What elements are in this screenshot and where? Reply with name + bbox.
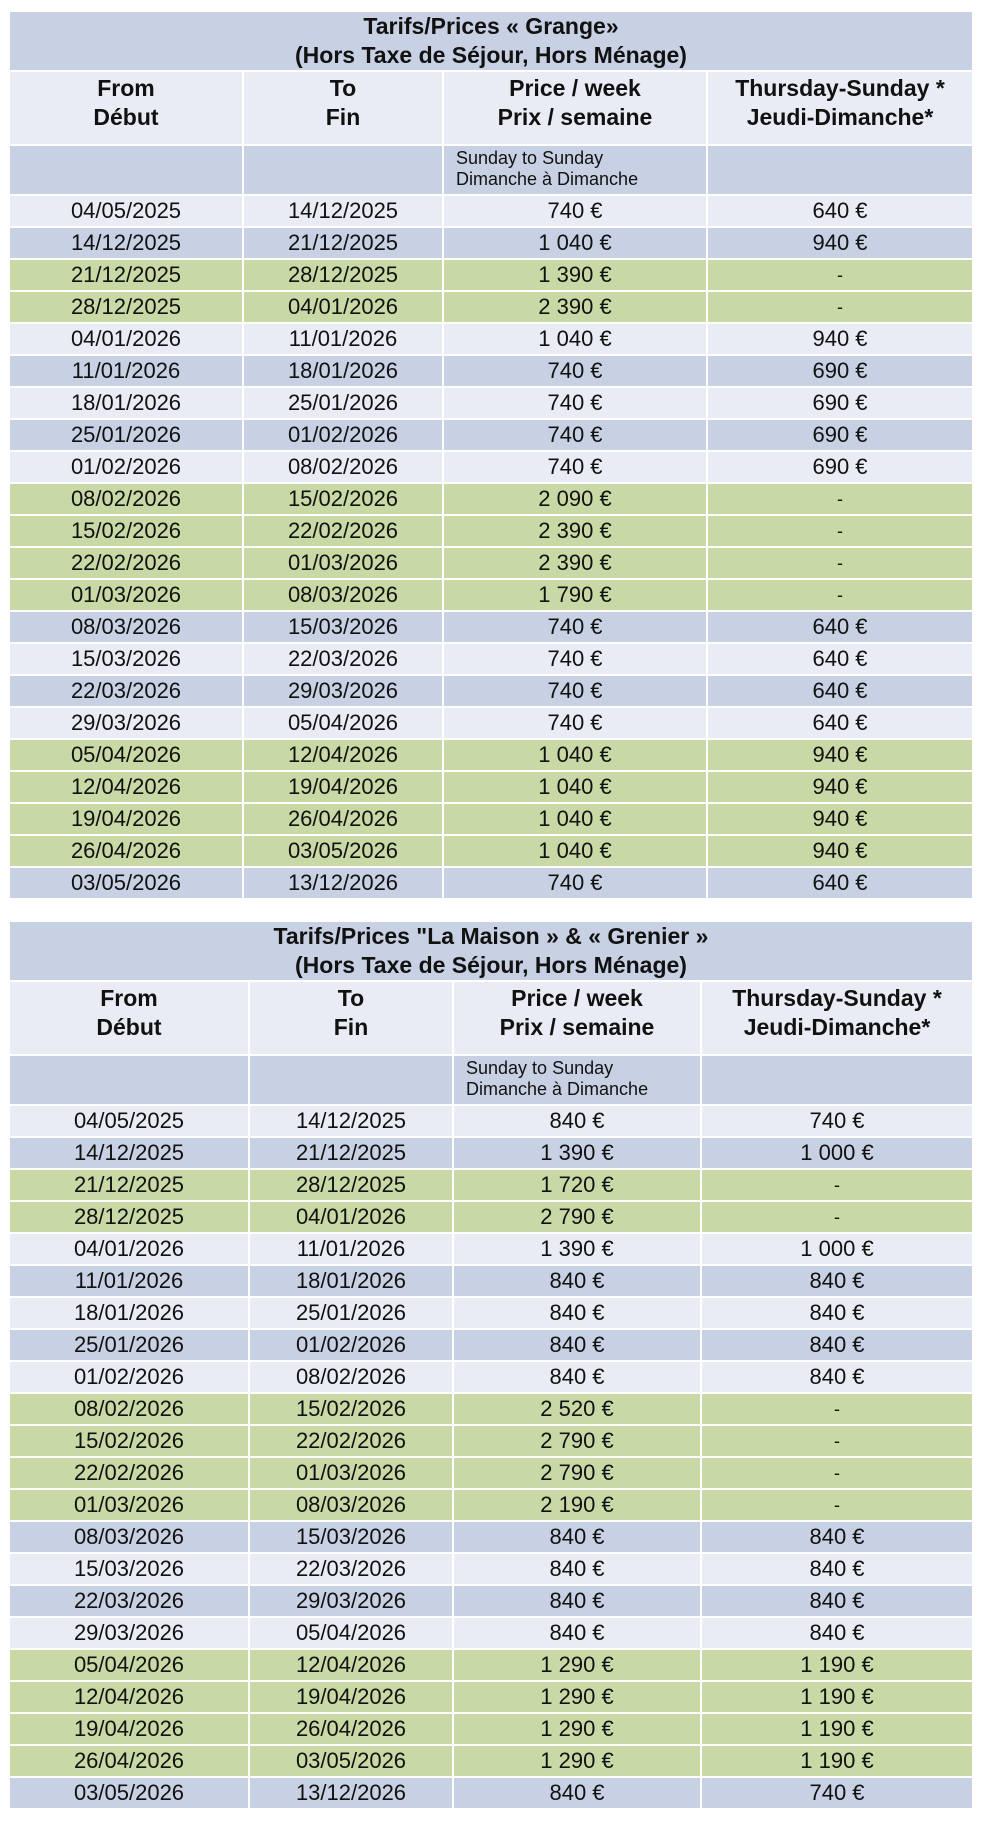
cell-to-date: 14/12/2025 [250, 1106, 454, 1136]
cell-to-date: 08/02/2026 [250, 1362, 454, 1392]
table-row [10, 1202, 972, 1234]
table-row [10, 292, 972, 324]
table-row [10, 1170, 972, 1202]
table-row [10, 1490, 972, 1522]
cell-price-thursday-sunday: 840 € [809, 1620, 865, 1645]
cell-price-thursday-sunday: 1 190 € [800, 1652, 874, 1677]
cell-from-date: 15/02/2026 [10, 1426, 250, 1456]
table-row [10, 1394, 972, 1426]
header-label-en: To [329, 75, 357, 101]
cell-from-date: 26/04/2026 [10, 836, 244, 866]
cell-price-thursday-sunday: 690 € [812, 422, 868, 447]
cell-price-thursday-sunday: - [834, 1399, 840, 1419]
cell-price-week: 840 € [454, 1266, 702, 1296]
cell-price-week: 1 290 € [454, 1746, 702, 1776]
header-label-fr: Jeudi-Dimanche* [743, 1014, 931, 1040]
cell-price-week: 2 520 € [454, 1394, 702, 1424]
cell-to-date: 18/01/2026 [250, 1266, 454, 1296]
cell-price-thursday-sunday: - [834, 1431, 840, 1451]
cell-price-thursday-sunday: - [834, 1207, 840, 1227]
cell-to-date: 26/04/2026 [244, 804, 444, 834]
col-header-to [250, 982, 454, 1054]
table-body [10, 196, 972, 900]
cell-from-date: 05/04/2026 [10, 740, 244, 770]
table-row [10, 388, 972, 420]
cell-price-week: 740 € [444, 708, 708, 738]
cell-from-date: 15/02/2026 [10, 516, 244, 546]
cell-price-week: 840 € [454, 1554, 702, 1584]
cell-price-thursday-sunday: 840 € [809, 1364, 865, 1389]
cell-price-thursday-sunday: 840 € [809, 1588, 865, 1613]
cell-to-date: 08/02/2026 [244, 452, 444, 482]
header-label-en: To [337, 985, 365, 1011]
cell-from-date: 08/02/2026 [10, 484, 244, 514]
cell-price-thursday-sunday: 840 € [809, 1556, 865, 1581]
cell-price-thursday-sunday: 740 € [809, 1108, 865, 1133]
cell-from-date: 19/04/2026 [10, 804, 244, 834]
cell-to-date: 01/02/2026 [250, 1330, 454, 1360]
table-row [10, 1458, 972, 1490]
cell-price-week: 740 € [444, 452, 708, 482]
header-label-fr: Prix / semaine [497, 104, 653, 130]
cell-from-date: 01/03/2026 [10, 1490, 250, 1520]
cell-price-week: 840 € [454, 1522, 702, 1552]
cell-from-date: 21/12/2025 [10, 260, 244, 290]
cell-from-date: 19/04/2026 [10, 1714, 250, 1744]
cell-price-week: 740 € [444, 644, 708, 674]
cell-to-date: 11/01/2026 [250, 1234, 454, 1264]
subheader-note-en: Sunday to Sunday [456, 148, 604, 168]
cell-price-thursday-sunday: 640 € [812, 678, 868, 703]
cell-from-date: 22/03/2026 [10, 676, 244, 706]
cell-price-thursday-sunday: 940 € [812, 230, 868, 255]
header-label-en: Price / week [509, 75, 641, 101]
cell-to-date: 04/01/2026 [250, 1202, 454, 1232]
cell-price-week: 2 790 € [454, 1202, 702, 1232]
table-row [10, 1554, 972, 1586]
cell-from-date: 22/03/2026 [10, 1586, 250, 1616]
cell-to-date: 25/01/2026 [244, 388, 444, 418]
cell-price-week: 2 790 € [454, 1426, 702, 1456]
col-header-thursday-sunday [702, 982, 972, 1054]
cell-from-date: 14/12/2025 [10, 228, 244, 258]
cell-to-date: 14/12/2025 [244, 196, 444, 226]
col-header-from [10, 72, 244, 144]
cell-to-date: 29/03/2026 [244, 676, 444, 706]
cell-price-week: 840 € [454, 1330, 702, 1360]
cell-price-week: 1 040 € [444, 740, 708, 770]
cell-from-date: 29/03/2026 [10, 1618, 250, 1648]
cell-price-week: 740 € [444, 612, 708, 642]
cell-from-date: 26/04/2026 [10, 1746, 250, 1776]
cell-to-date: 05/04/2026 [244, 708, 444, 738]
table-row [10, 452, 972, 484]
cell-price-week: 840 € [454, 1618, 702, 1648]
cell-price-week: 1 290 € [454, 1714, 702, 1744]
cell-to-date: 21/12/2025 [250, 1138, 454, 1168]
cell-from-date: 28/12/2025 [10, 292, 244, 322]
cell-price-week: 1 040 € [444, 772, 708, 802]
cell-price-week: 840 € [454, 1778, 702, 1808]
subheader-empty [10, 1056, 250, 1104]
cell-price-week: 1 290 € [454, 1650, 702, 1680]
cell-to-date: 12/04/2026 [244, 740, 444, 770]
cell-price-week: 1 390 € [454, 1234, 702, 1264]
cell-from-date: 25/01/2026 [10, 420, 244, 450]
col-header-to [244, 72, 444, 144]
cell-price-thursday-sunday: 690 € [812, 390, 868, 415]
table-row [10, 1778, 972, 1810]
cell-price-thursday-sunday: 840 € [809, 1332, 865, 1357]
subheader-note-en: Sunday to Sunday [466, 1058, 614, 1078]
cell-price-week: 740 € [444, 420, 708, 450]
table-row [10, 1682, 972, 1714]
header-label-fr: Début [93, 104, 159, 130]
table-row [10, 676, 972, 708]
cell-from-date: 04/05/2025 [10, 1106, 250, 1136]
header-label-fr: Fin [333, 1014, 369, 1040]
table-row [10, 644, 972, 676]
cell-from-date: 12/04/2026 [10, 772, 244, 802]
cell-to-date: 13/12/2026 [250, 1778, 454, 1808]
cell-from-date: 08/03/2026 [10, 1522, 250, 1552]
cell-to-date: 22/03/2026 [250, 1554, 454, 1584]
cell-to-date: 19/04/2026 [244, 772, 444, 802]
cell-price-thursday-sunday: 1 190 € [800, 1684, 874, 1709]
header-label-en: Price / week [511, 985, 643, 1011]
subheader-row [10, 1056, 972, 1106]
cell-price-week: 2 390 € [444, 292, 708, 322]
header-row [10, 982, 972, 1056]
table-title-line1: Tarifs/Prices "La Maison » & « Grenier » [273, 923, 709, 949]
header-label-fr: Début [96, 1014, 162, 1040]
cell-to-date: 01/03/2026 [250, 1458, 454, 1488]
cell-price-week: 2 790 € [454, 1458, 702, 1488]
table-row [10, 580, 972, 612]
cell-from-date: 01/02/2026 [10, 1362, 250, 1392]
cell-price-week: 840 € [454, 1362, 702, 1392]
cell-to-date: 29/03/2026 [250, 1586, 454, 1616]
table-row [10, 1426, 972, 1458]
cell-price-thursday-sunday: 940 € [812, 326, 868, 351]
header-label-en: From [97, 75, 155, 101]
cell-price-thursday-sunday: - [834, 1175, 840, 1195]
cell-price-thursday-sunday: 690 € [812, 358, 868, 383]
subheader-empty [702, 1056, 972, 1104]
col-header-from [10, 982, 250, 1054]
table-row [10, 548, 972, 580]
header-label-fr: Prix / semaine [499, 1014, 655, 1040]
cell-from-date: 03/05/2026 [10, 868, 244, 898]
cell-price-week: 1 040 € [444, 228, 708, 258]
cell-from-date: 18/01/2026 [10, 388, 244, 418]
table-row [10, 1106, 972, 1138]
cell-from-date: 04/01/2026 [10, 1234, 250, 1264]
cell-to-date: 04/01/2026 [244, 292, 444, 322]
table-row [10, 772, 972, 804]
cell-price-thursday-sunday: 640 € [812, 614, 868, 639]
cell-to-date: 18/01/2026 [244, 356, 444, 386]
col-header-price-week [444, 72, 708, 144]
cell-price-thursday-sunday: 940 € [812, 838, 868, 863]
subheader-empty [10, 146, 244, 194]
cell-price-week: 840 € [454, 1586, 702, 1616]
cell-price-thursday-sunday: - [837, 265, 843, 285]
cell-price-week: 1 390 € [454, 1138, 702, 1168]
cell-price-thursday-sunday: 1 190 € [800, 1748, 874, 1773]
header-label-en: Thursday-Sunday * [732, 985, 942, 1011]
subheader-empty [244, 146, 444, 194]
cell-price-week: 2 390 € [444, 516, 708, 546]
cell-from-date: 21/12/2025 [10, 1170, 250, 1200]
cell-from-date: 03/05/2026 [10, 1778, 250, 1808]
cell-from-date: 05/04/2026 [10, 1650, 250, 1680]
header-row [10, 72, 972, 146]
cell-price-thursday-sunday: - [837, 297, 843, 317]
cell-price-thursday-sunday: - [834, 1463, 840, 1483]
cell-from-date: 14/12/2025 [10, 1138, 250, 1168]
cell-price-week: 1 790 € [444, 580, 708, 610]
cell-price-thursday-sunday: - [837, 553, 843, 573]
cell-from-date: 28/12/2025 [10, 1202, 250, 1232]
cell-price-thursday-sunday: - [837, 521, 843, 541]
cell-price-week: 840 € [454, 1106, 702, 1136]
table-row [10, 612, 972, 644]
cell-price-week: 740 € [444, 356, 708, 386]
subheader-row [10, 146, 972, 196]
cell-to-date: 22/03/2026 [244, 644, 444, 674]
table-row [10, 1746, 972, 1778]
cell-price-thursday-sunday: 640 € [812, 198, 868, 223]
subheader-note [444, 146, 708, 194]
table-row [10, 868, 972, 900]
table-row [10, 1298, 972, 1330]
cell-to-date: 25/01/2026 [250, 1298, 454, 1328]
cell-from-date: 11/01/2026 [10, 356, 244, 386]
cell-to-date: 13/12/2026 [244, 868, 444, 898]
cell-from-date: 25/01/2026 [10, 1330, 250, 1360]
cell-price-thursday-sunday: 640 € [812, 710, 868, 735]
cell-from-date: 29/03/2026 [10, 708, 244, 738]
cell-price-thursday-sunday: 1 000 € [800, 1140, 874, 1165]
table-row [10, 1714, 972, 1746]
maison-grenier-price-table [10, 922, 972, 1810]
table-row [10, 484, 972, 516]
cell-price-thursday-sunday: 640 € [812, 870, 868, 895]
table-row [10, 1138, 972, 1170]
cell-price-week: 1 390 € [444, 260, 708, 290]
cell-price-thursday-sunday: 840 € [809, 1524, 865, 1549]
header-label-en: Thursday-Sunday * [735, 75, 945, 101]
cell-price-week: 1 040 € [444, 324, 708, 354]
cell-price-week: 1 720 € [454, 1170, 702, 1200]
table-row [10, 324, 972, 356]
cell-price-week: 2 090 € [444, 484, 708, 514]
cell-price-thursday-sunday: 640 € [812, 646, 868, 671]
cell-price-week: 2 390 € [444, 548, 708, 578]
cell-price-thursday-sunday: - [837, 585, 843, 605]
table-body [10, 1106, 972, 1810]
cell-to-date: 15/03/2026 [244, 612, 444, 642]
cell-price-thursday-sunday: 940 € [812, 742, 868, 767]
table-row [10, 804, 972, 836]
cell-to-date: 01/02/2026 [244, 420, 444, 450]
table-row [10, 516, 972, 548]
table-title-line2: (Hors Taxe de Séjour, Hors Ménage) [295, 42, 687, 68]
cell-to-date: 01/03/2026 [244, 548, 444, 578]
cell-from-date: 01/02/2026 [10, 452, 244, 482]
cell-from-date: 11/01/2026 [10, 1266, 250, 1296]
cell-price-week: 1 040 € [444, 804, 708, 834]
cell-price-week: 840 € [454, 1298, 702, 1328]
cell-from-date: 15/03/2026 [10, 644, 244, 674]
subheader-empty [708, 146, 972, 194]
cell-to-date: 08/03/2026 [244, 580, 444, 610]
cell-to-date: 22/02/2026 [244, 516, 444, 546]
grange-price-table [10, 12, 972, 900]
cell-to-date: 03/05/2026 [244, 836, 444, 866]
table-row [10, 1522, 972, 1554]
table-row [10, 1330, 972, 1362]
table-row [10, 356, 972, 388]
cell-price-thursday-sunday: 940 € [812, 774, 868, 799]
cell-price-thursday-sunday: - [834, 1495, 840, 1515]
cell-from-date: 22/02/2026 [10, 1458, 250, 1488]
cell-to-date: 22/02/2026 [250, 1426, 454, 1456]
cell-to-date: 12/04/2026 [250, 1650, 454, 1680]
cell-price-week: 1 290 € [454, 1682, 702, 1712]
cell-price-thursday-sunday: 1 000 € [800, 1236, 874, 1261]
cell-to-date: 15/03/2026 [250, 1522, 454, 1552]
cell-from-date: 15/03/2026 [10, 1554, 250, 1584]
cell-to-date: 11/01/2026 [244, 324, 444, 354]
cell-price-thursday-sunday: 840 € [809, 1300, 865, 1325]
table-row [10, 1586, 972, 1618]
cell-to-date: 15/02/2026 [244, 484, 444, 514]
cell-from-date: 01/03/2026 [10, 580, 244, 610]
table-row [10, 1266, 972, 1298]
cell-price-thursday-sunday: 740 € [809, 1780, 865, 1805]
cell-to-date: 26/04/2026 [250, 1714, 454, 1744]
table-title-line2: (Hors Taxe de Séjour, Hors Ménage) [295, 952, 687, 978]
subheader-note [454, 1056, 702, 1104]
cell-price-thursday-sunday: 1 190 € [800, 1716, 874, 1741]
cell-price-week: 740 € [444, 196, 708, 226]
table-row [10, 420, 972, 452]
cell-price-thursday-sunday: 940 € [812, 806, 868, 831]
table-row [10, 1362, 972, 1394]
cell-to-date: 19/04/2026 [250, 1682, 454, 1712]
col-header-thursday-sunday [708, 72, 972, 144]
subheader-empty [250, 1056, 454, 1104]
cell-to-date: 28/12/2025 [244, 260, 444, 290]
cell-price-week: 1 040 € [444, 836, 708, 866]
cell-from-date: 04/05/2025 [10, 196, 244, 226]
cell-to-date: 28/12/2025 [250, 1170, 454, 1200]
table-row [10, 1650, 972, 1682]
cell-price-week: 740 € [444, 388, 708, 418]
cell-to-date: 15/02/2026 [250, 1394, 454, 1424]
cell-from-date: 18/01/2026 [10, 1298, 250, 1328]
col-header-price-week [454, 982, 702, 1054]
cell-price-week: 740 € [444, 676, 708, 706]
table-row [10, 1234, 972, 1266]
cell-price-thursday-sunday: 690 € [812, 454, 868, 479]
cell-from-date: 08/03/2026 [10, 612, 244, 642]
cell-to-date: 05/04/2026 [250, 1618, 454, 1648]
header-label-en: From [100, 985, 158, 1011]
table-row [10, 740, 972, 772]
cell-to-date: 03/05/2026 [250, 1746, 454, 1776]
cell-price-week: 2 190 € [454, 1490, 702, 1520]
table-title-line1: Tarifs/Prices « Grange» [363, 13, 619, 39]
table-row [10, 836, 972, 868]
cell-from-date: 12/04/2026 [10, 1682, 250, 1712]
cell-from-date: 22/02/2026 [10, 548, 244, 578]
table-row [10, 196, 972, 228]
table-row [10, 260, 972, 292]
cell-to-date: 08/03/2026 [250, 1490, 454, 1520]
cell-from-date: 08/02/2026 [10, 1394, 250, 1424]
table-row [10, 1618, 972, 1650]
table-title [10, 12, 972, 72]
subheader-note-fr: Dimanche à Dimanche [466, 1079, 649, 1099]
header-label-fr: Fin [325, 104, 361, 130]
table-row [10, 228, 972, 260]
cell-to-date: 21/12/2025 [244, 228, 444, 258]
cell-price-week: 740 € [444, 868, 708, 898]
header-label-fr: Jeudi-Dimanche* [746, 104, 934, 130]
cell-price-thursday-sunday: 840 € [809, 1268, 865, 1293]
cell-price-thursday-sunday: - [837, 489, 843, 509]
table-row [10, 708, 972, 740]
table-title [10, 922, 972, 982]
cell-from-date: 04/01/2026 [10, 324, 244, 354]
subheader-note-fr: Dimanche à Dimanche [456, 169, 639, 189]
